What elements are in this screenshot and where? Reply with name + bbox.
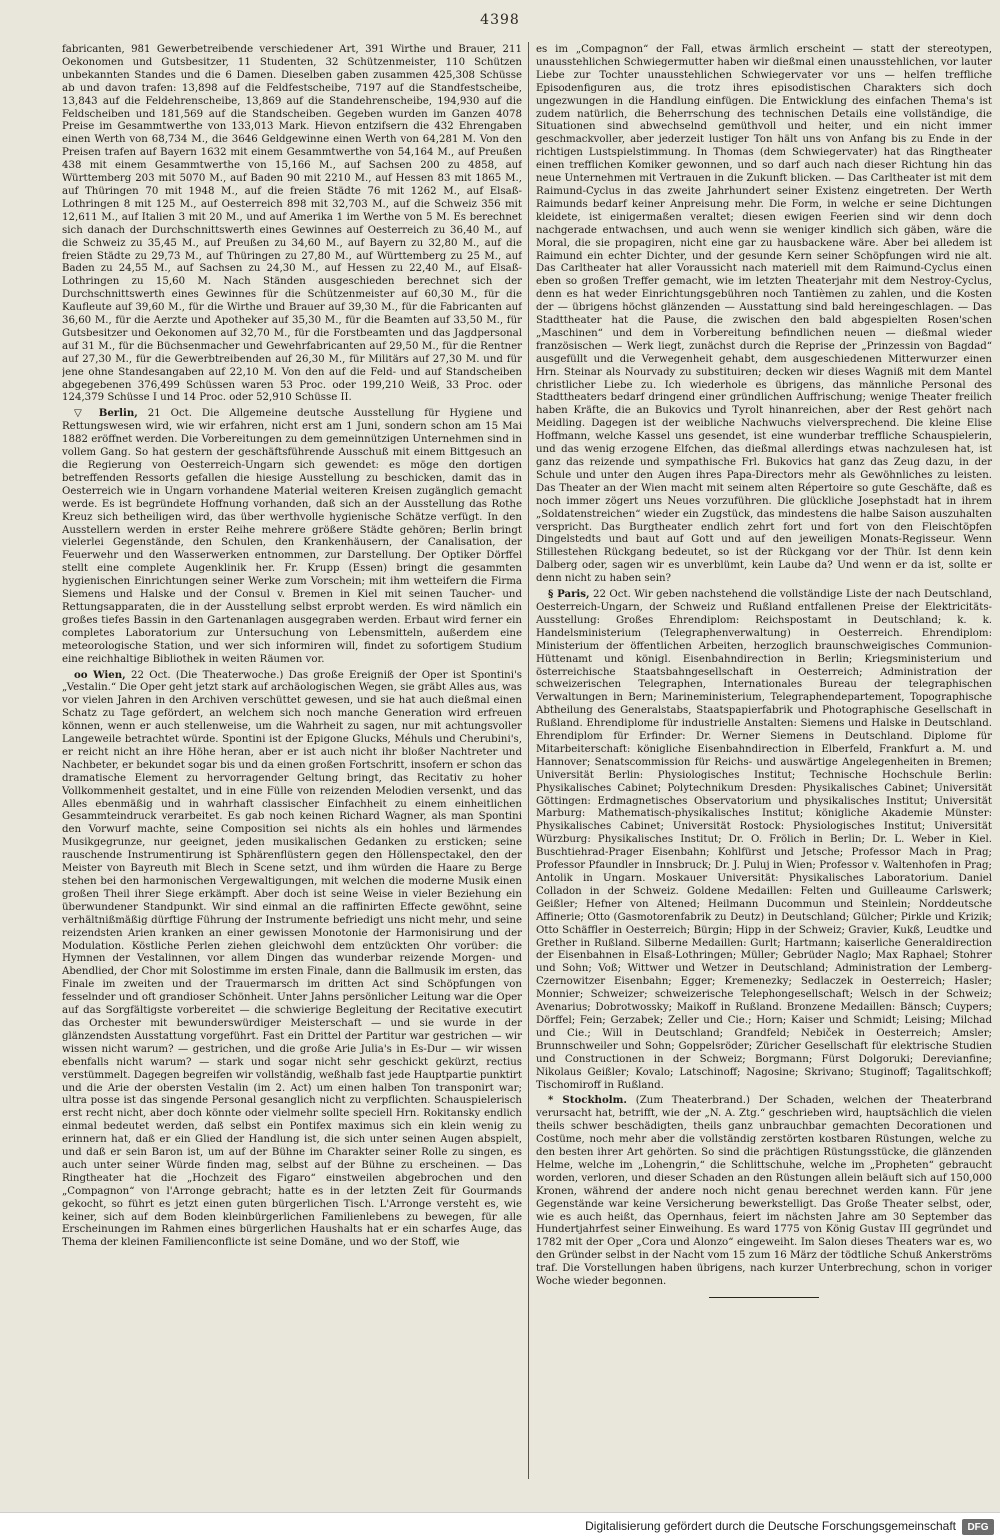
wien-headline: oo Wien,	[74, 668, 126, 681]
paris-article	[536, 588, 992, 1092]
right-column	[536, 44, 992, 1491]
stockholm-headline: * Stockholm.	[548, 1094, 627, 1107]
berlin-body: 21 Oct. Die Allgemeine deutsche Ausstellung für Hygiene und Rettungswesen wird, wie wir erfahren, nicht erst am 1 Juni, sondern schon am 15 Mai 1882 eröffnet werden. Die Vorbereitungen zu dem gemeinnützigen Unternehmen sind in vollem Gang. So hat gestern der geschäftsführende Ausschuß mit einem Bittgesuch an die Regierung von Oesterreich-Ungarn sich gewendet: es möge den dortigen betreffenden Ressorts gefallen die hiesige Ausstellung zu beschicken, damit das in Oesterreich wie in Ungarn vorhandene Material weiteren Kreisen zugänglich gemacht werde. Es ist begründete Hoffnung vorhanden, daß sich an der Ausstellung das Rothe Kreuz sich betheiligen wird, das über werthvolle hygienische Schätze verfügt. In den Ausstellern werden in erster Reihe mehrere größere Städte gehören; Berlin bringt vielerlei Gegenstände, den Schulen, den Krankenhäusern, der Canalisation, der Feuerwehr und den Wasserwerken entnommen, zur Darstellung. Der Optiker Dörffel stellt eine complete Augenklinik her. Fr. Krupp (Essen) bringt die gesammten hygienischen Einrichtungen seiner Werke zum Vorschein; mit ihm wetteifern die Firma Siemens und Halske und der Consul v. Bremen in Kiel mit seinen Taucher- und Rettungsapparaten, die in der Ausstellung selbst erprobt werden. Es wird nämlich ein großes tiefes Bassin in den Gartenanlagen ausgegraben werden. Erbaut wird ferner ein completes Laboratorium zur Untersuchung von Lebensmitteln, außerdem eine meteorologische Station, und wer sich informiren will, findet zu sofortigem Studium eine reichhaltige Bibliothek in weiten Räumen vor.	[62, 408, 522, 665]
wien-article	[62, 669, 522, 1251]
footer-bar	[0, 1512, 1000, 1539]
berlin-headline: ▽ Berlin,	[74, 407, 138, 420]
dfg-logo-icon: DFG	[962, 1519, 994, 1535]
shooting-festival-paragraph: fabricanten, 981 Gewerbetreibende verschiedener Art, 391 Wirthe und Brauer, 211 Oekonomen und Gutsbesitzer, 11 Studenten, 32 Schützenmeister, 110 Schützen unbekannten Standes und die 6 Damen. Dieselben gaben zusammen 425,308 Schüsse ab und davon trafen: 13,898 auf die Feldfestscheibe, 7197 auf die Standfestscheibe, 13,843 auf die Feldehrenscheibe, 13,869 auf die Standehrenscheibe, 194,930 auf die Feldscheiben und 181,569 auf die Standscheiben. Gegeben wurden im Ganzen 4078 Preise im Gesammtwerthe von 133,013 Mark. Hievon entzifsern die 432 Ehrengaben einen Werth von 68,734 M., die 3646 Geldgewinne einen Werth von 64,281 M. Von den Preisen trafen auf Bayern 1632 mit einem Gesammtwerthe von 54,164 M., auf Preußen 438 mit einem Gesammtwerthe von 15,166 M., auf Sachsen 200 zu 4858, auf Württemberg 203 mit 5070 M., auf Baden 90 mit 2210 M., auf Hessen 83 mit 1865 M., auf Thüringen 70 mit 1948 M., auf die freien Städte 76 mit 1262 M., auf Elsaß-Lothringen 8 mit 125 M., auf Oesterreich 898 mit 32,703 M., auf die Schweiz 356 mit 12,611 M., auf Italien 3 mit 20 M., und auf Amerika 1 im Werthe von 5 M. Es berechnet sich danach der Durchschnittswerth eines Gewinnes auf Oesterreich zu 36,40 M., auf die Schweiz zu 35,45 M., auf Preußen zu 34,60 M., auf Bayern zu 32,80 M., auf die freien Städte zu 29,73 M., auf Thüringen zu 27,80 M., auf Württemberg zu 25 M., auf Baden zu 24,55 M., auf Sachsen zu 24,30 M., auf Hessen zu 22,40 M., auf Elsaß-Lothringen zu 15,60 M. Nach Ständen ausgeschieden berechnet sich der Durchschnittswerth eines Gewinnes für die Schützenmeister auf 60,30 M., für die Kaufleute auf 39,60 M., für die Wirthe und Brauer auf 39,30 M., für die Fabricanten auf 36,60 M., für die Aerzte und Apotheker auf 35,30 M., für die Beamten auf 33,50 M., für Gutsbesitzer und Oekonomen auf 32,70 M., für die Forstbeamten und das Jagdpersonal auf 31 M., für die Büchsenmacher und Gewehrfabricanten auf 29,50 M., für die Rentner auf 27,30 M., für die Gewerbtreibenden auf 26,30 M., für Militärs auf 27,30 M. und für jene ohne Standesangaben auf 22,10 M. Von den auf die Feld- und auf Standscheiben abgegebenen 376,499 Schüssen waren 53 Proc. oder 199,210 Weiß, 33 Proc. oder 124,379 Schüsse I und 14 Proc. oder 52,910 Schüsse II.	[62, 44, 522, 404]
stockholm-article	[536, 1094, 992, 1289]
left-column	[62, 44, 522, 1491]
column-divider	[528, 42, 529, 1479]
paris-body: 22 Oct. Wir geben nachstehend die vollständige Liste der nach Deutschland, Oesterreich-Ungarn, der Schweiz und Rußland entfallenen Preise der Elektricitäts-Ausstellung: Großes Ehrendiplom: Reichspostamt in Deutschland; k. k. Handelsministerium (Telegraphenverwaltung) in Oesterreich. Ehrendiplom: Ministerium der öffentlichen Arbeiten, herzoglich braunschweigisches Communion-Hüttenamt und königl. Eisenbahndirection in Berlin; Kriegsministerium und österreichische Staatsbahngesellschaft in Oesterreich; Administration der schweizerischen Telegraphen, Internationales Bureau der telegraphischen Verwaltungen in Bern; Marineministerium, Telegraphendepartement, Topographische Abtheilung des Generalstabs, Staatspapierfabrik und Photographische Gesellschaft in Rußland. Ehrendiplome für industrielle Anstalten: Siemens und Halske in Deutschland. Ehrendiplom für Erfinder: Dr. Werner Siemens in Deutschland. Diplome für Mitarbeiterschaft: königliche Eisenbahndirection in Elberfeld, Frankfurt a. M. und Hannover; Senatscommission für Reichs- und auswärtige Angelegenheiten in Bremen; Universität Berlin: Physiologisches Institut; Technische Hochschule Berlin: Physikalisches Cabinet; Polytechnikum Dresden: Physikalisches Cabinet; Universität Göttingen: Erdmagnetisches Observatorium und physikalisches Institut; Universität Marburg: Mathematisch-physikalisches Institut; königliche Akademie Münster: Physikalisches Cabinet; Universität Rostock: Physiologisches Institut; Universität Würzburg: Physikalisches Institut; Dr. O. Frölich in Berlin; Dr. L. Weber in Kiel. Buschtiehrad-Prager Eisenbahn; Kohlfürst und Jetsche; Professor Mach in Prag; Professor Pfaundler in Innsbruck; Dr. J. Puluj in Wien; Professor v. Waltenhofen in Prag; Antolik in Ungarn. Moskauer Universität: Physikalisches Laboratorium. Daniel Colladon in der Schweiz. Goldene Medaillen: Felten und Guilleaume Carlswerk; Geißler; Hefner von Altened; Heilmann Ducommun und Steinlein; Norddeutsche Affinerie; Otto (Gasmotorenfabrik zu Deutz) in Deutschland; Gülcher; Pirkle und Krizik; Otto Schäffler in Oesterreich; Bürgin; Hipp in der Schweiz; Gravier, Kukß, Leudtke und Grether in Rußland. Silberne Medaillen: Gurlt; Hartmann; kaiserliche Generaldirection der Eisenbahnen in Elsaß-Lothringen; Müller; Gebrüder Naglo; Max Raphael; Stohrer und Sohn; Voß; Wittwer und Wetzer in Deutschland; Administration der Lemberg-Czernowitzer Eisenbahn; Egger; Kremenezky; Sedlaczek in Oesterreich; Hasler; Monnier; Schweizer; schweizerische Telephongesellschaft; Welsch in der Schweiz; Avenarius; Dobrotwossky; Maikoff in Rußland. Bronzene Medaillen: Bänsch; Cuypers; Dörffel; Fein; Gerzabek; Zeller und Cie.; Horn; Kaiser und Schmidt; Leising; Milchad und Cie.; Will in Deutschland; Grandfeld; Nebiček in Oesterreich; Amsler; Brunnschweiler und Sohn; Goppelsröder; Züricher Gesellschaft für elektrische Studien und Constructionen in der Schweiz; Borgmann; Fürst Dolgoruki; Derevianfine; Nikolaus Geißler; Kovalo; Latschinoff; Nagosine; Skrivano; Stuginoff; Tagalitschkoff; Tischomiroff in Rußland.	[536, 589, 992, 1091]
end-rule	[709, 1297, 819, 1298]
theatre-continuation: es im „Compagnon“ der Fall, etwas ärmlich erscheint — statt der stereotypen, unausstehlichen Schwiegermutter haben wir dießmal einen unausstehlichen, vor lauter Liebe zur Tochter unausstehlichen Schwiegervater vor uns — helfen treffliche Episodenfiguren aus, die trotz ihres episodistischen Charakters sich doch ungezwungen in die Handlung einfügen. Die Entwicklung des einfachen Thema's ist zudem natürlich, die Beherrschung des technischen Details eine vollständige, die Situationen sind abwechselnd gemüthvoll und heiter, und ein nicht immer geschmackvoller, aber jederzeit lustiger Ton hält uns von Anfang bis zu Ende in der richtigen Lustspielstimmung. In Thomas (dem Schwiegervater) hat das Ringtheater einen trefflichen Komiker gewonnen, und so darf auch nach dieser Richtung hin das neue Unternehmen mit Vertrauen in die Zukunft blicken. — Das Carltheater ist mit dem Raimund-Cyclus in das zweite Jahrhundert seiner Existenz eingetreten. Der Werth Raimunds bedarf keiner Anpreisung mehr. Die Form, in welche er seine Dichtungen kleidete, ist einigermaßen veraltet; diesen ewigen Feerien sind wir denn doch nachgerade entwachsen, und auch wenn sie weniger kindlich sich gäben, wäre die Moral, die sie propagiren, nicht eine gar zu hausbackene wäre. Aber bei alledem ist Raimund ein echter Dichter, und der gesunde Kern seiner Schöpfungen wird nie alt. Das Carltheater hat aller Voraussicht nach materiell mit dem Raimund-Cyclus einen eben so großen Treffer gemacht, wie im letzten Theaterjahr mit dem Nestroy-Cyclus, denn es hat weder Einrichtungsgebühren noch Tantièmen zu zahlen, und die Kosten der — übrigens höchst glänzenden — Ausstattung sind bald hereingeschlagen. — Das Stadttheater hat die Pause, die zwischen den bald abgespielten Rosen'schen „Maschinen“ und dem in Vorbereitung befindlichen neuen — dießmal wieder französischen — Werk liegt, zunächst durch die Reprise der „Prinzessin von Bagdad“ ausgefüllt und die Verwegenheit gehabt, dem ausgeschiedenen Mitterwurzer einen Hrn. Steinar als Nourvady zu substituiren; decken wir dieses Wagniß mit dem Mantel christlicher Liebe zu. Ich wiederhole es übrigens, das männliche Personal des Stadttheaters bedarf dringend einer gründlichen Auffrischung; wenige Theater freilich haben Kräfte, die an Bukovics und Tyrolt hinanreichen, aber der Rest gehört nach Meidling. Dagegen ist der weibliche Nachwuchs vielversprechend. Die kleine Elise Hoffmann, welche Kassel uns gesendet, ist eine wunderbar treffliche Schauspielerin, und das wenig erzogene Elfchen, das dießmal allerdings etwas nachzulesen hat, ist ganz das reizende und sympathische Frl. Bukovics hat ganz das Zeug dazu, in der Schule und unter den Augen ihres Papa-Directors mehr als Gewöhnliches zu leisten. Das Theater an der Wien macht mit seinem alten Répertoire so gute Geschäfte, daß es noch immer zögert uns Neues vorzuführen. Die glückliche Josephstadt hat in ihrem „Soldatenstreichen“ wieder ein Zugstück, das mindestens die halbe Saison auszuhalten verspricht. Das Burgtheater endlich zehrt fort und fort von den Fleischtöpfen Dingelstedts und baut auf Gott und auf den jeweiligen Monats-Regisseur. Wenn Stillestehen Rückgang bedeutet, so ist der Rückgang vor der Thür. Ist denn kein Dalberg oder, sagen wir es unverblümt, kein Laube da? Und wenn er da ist, sollte er denn nicht zu haben sein?	[536, 44, 992, 585]
berlin-article	[62, 407, 522, 666]
wien-body: 22 Oct. (Die Theaterwoche.) Das große Ereigniß der Oper ist Spontini's „Vestalin.“ Die Oper geht jetzt stark auf archäologischen Wegen, sie gräbt Alles aus, was vor vielen Jahren in den Archiven verschüttet gewesen, und sie hat auch dießmal einen Schatz zu Tage gefördert, an welchem sich noch manche Generation wird erfreuen können, wenn er auch stellenweise, um die Wahrheit zu sagen, nur mit achtungsvoller Langeweile betrachtet würde. Spontini ist der Epigone Glucks, Méhuls und Cherubini's, er reicht nicht an ihre Höhe heran, aber er ist auch nicht ihr bloßer Nachtreter und Nachbeter, er bekundet sogar bis und da einen großen Fortschritt, insofern er schon das dramatische Element zu hervorragender Geltung bringt, das Recitativ zu hoher Vollkommenheit gestaltet, und in eine Fülle von reizenden Melodien versenkt, und das Alles ebenmäßig und in wahrhaft classischer Einfachheit zu einem einheitlichen Gesammteindruck verarbeitet. Es gab noch keinen Richard Wagner, als man Spontini den Vorwurf machte, seine Composition sei nichts als ein hohles und lärmendes Musikgegrunze, nur geeignet, jeden musikalischen Gedanken zu ersticken; seine rauschende Instrumentirung ist Sphärenflüstern gegen den Höllenspectakel, den der Meister von Bayreuth mit Blech in Scene setzt, und ihm würden die Haare zu Berge stehen bei den harmonischen Vergewaltigungen, mit welchen die moderne Musik einen großen Theil ihrer Siege erkämpft. Aber doch ist seine Weise in vieler Beziehung ein überwundener Standpunkt. Wir sind einmal an die raffinirten Effecte gewöhnt, seine verhältnißmäßig dürftige Führung der Instrumente befriedigt uns nicht mehr, und seine reizendsten Arien kranken an einer gewissen Monotonie der Harmonisirung und der Modulation. Köstliche Perlen ziehen gleichwohl dem entzückten Ohr vorüber: die Hymnen der Vestalinnen, vor allem Dingen das wunderbar reizende Morgen- und Abendlied, der Chor mit Solostimme im ersten Finale, dann die Ballmusik im ersten, das Finale im zweiten und der Trauermarsch im dritten Act sind Schöpfungen von fesselnder und oft grandioser Schönheit. Unter Jahns persönlicher Leitung war die Oper auf das Sorgfältigste vorbereitet — die schwierige Begleitung der Recitative executirt das Orchester mit bewunderswürdiger Meisterschaft — und sie wurde in der glänzendsten Ausstattung vorgeführt. Fast ein Drittel der Partitur war gestrichen — wir wissen nicht warum? — gestrichen, und die große Arie Julia's in Es-Dur — wir wissen ebenfalls nicht warum? — stark und sogar nicht sehr geschickt gekürzt, rectius verstümmelt. Dagegen begreifen wir vollständig, weßhalb fast jede Hauptpartie punktirt und die Arie der obersten Vestalin (im 2. Act) um einen halben Ton transponirt war; ultra posse ist das singende Personal gesanglich nicht zu verpflichten. Schauspielerisch erst recht nicht, aber doch könnte oder vielmehr sollte speciell Hrn. Rokitansky endlich einmal bedeutet werden, daß selbst ein Pontifex maximus sich ein klein wenig zu erinnern hat, daß er ein Glied der Handlung ist, die sich unter seinen Augen abspielt, und daß er sein Baron ist, um auf der Bühne im Charakter seiner Rolle zu singen, es auch unter seiner Würde finden mag, selbst auf der Bühne zu erscheinen. — Das Ringtheater hat die „Hochzeit des Figaro“ einstweilen abgebrochen und den „Compagnon“ von l'Arronge gebracht; hatte es in der letzten Zeit für Gourmands gekocht, so führt es jetzt einen guten bürgerlichen Tisch. L'Arronge versteht es, wie keiner, sich auf dem Boden kleinbürgerlichen Familienlebens zu bewegen, für alle Erscheinungen im Rahmen eines bürgerlichen Haushalts hat er ein scharfes Auge, das Thema der kleinen Familienconflicte ist seine Domäne, und wo der Stoff, wie	[62, 669, 522, 1249]
stockholm-body: (Zum Theaterbrand.) Der Schaden, welchen der Theaterbrand verursacht hat, betrifft, wie der „N. A. Ztg.“ geschrieben wird, hauptsächlich die vielen theils schwer beschädigten, theils ganz unbrauchbar gemachten Decorationen und Costüme, noch mehr aber die vollständig zerstörten kostbaren Rüstungen, welche zu den besten ihrer Art gehörten. So sind die prächtigen Rüstungsstücke, die glänzenden Helme, welche im „Lohengrin,“ die Schlittschuhe, welche im „Propheten“ gebraucht worden, verloren, und dieser Schaden an den Rüstungen allein beläuft sich auf 150,000 Kronen, während der andere noch nicht genau berechnet werden kann. Für jene Gegenstände war keine Versicherung bewerkstelligt. Das Große Theater selbst, oder, wie es auch heißt, das Opernhaus, feiert im nächsten Jahre am 30 September das Hundertjahrfest seiner Einweihung. Es ward 1775 von König Gustav III gegründet und 1782 mit der Oper „Cora und Alonzo“ eingeweiht. Im Salon dieses Theaters war es, wo den Gründer selbst in der Nacht vom 15 zum 16 März der tödtliche Schuß Ankerströms traf. Die Vorstellungen haben übrigens, nach kurzer Unterbrechung, schon in voriger Woche wieder begonnen.	[536, 1095, 992, 1288]
paris-headline: § Paris,	[548, 588, 590, 601]
digitization-credit: Digitalisierung gefördert durch die Deutsche Forschungsgemeinschaft	[585, 1519, 956, 1533]
page-number: 4398	[480, 12, 520, 28]
